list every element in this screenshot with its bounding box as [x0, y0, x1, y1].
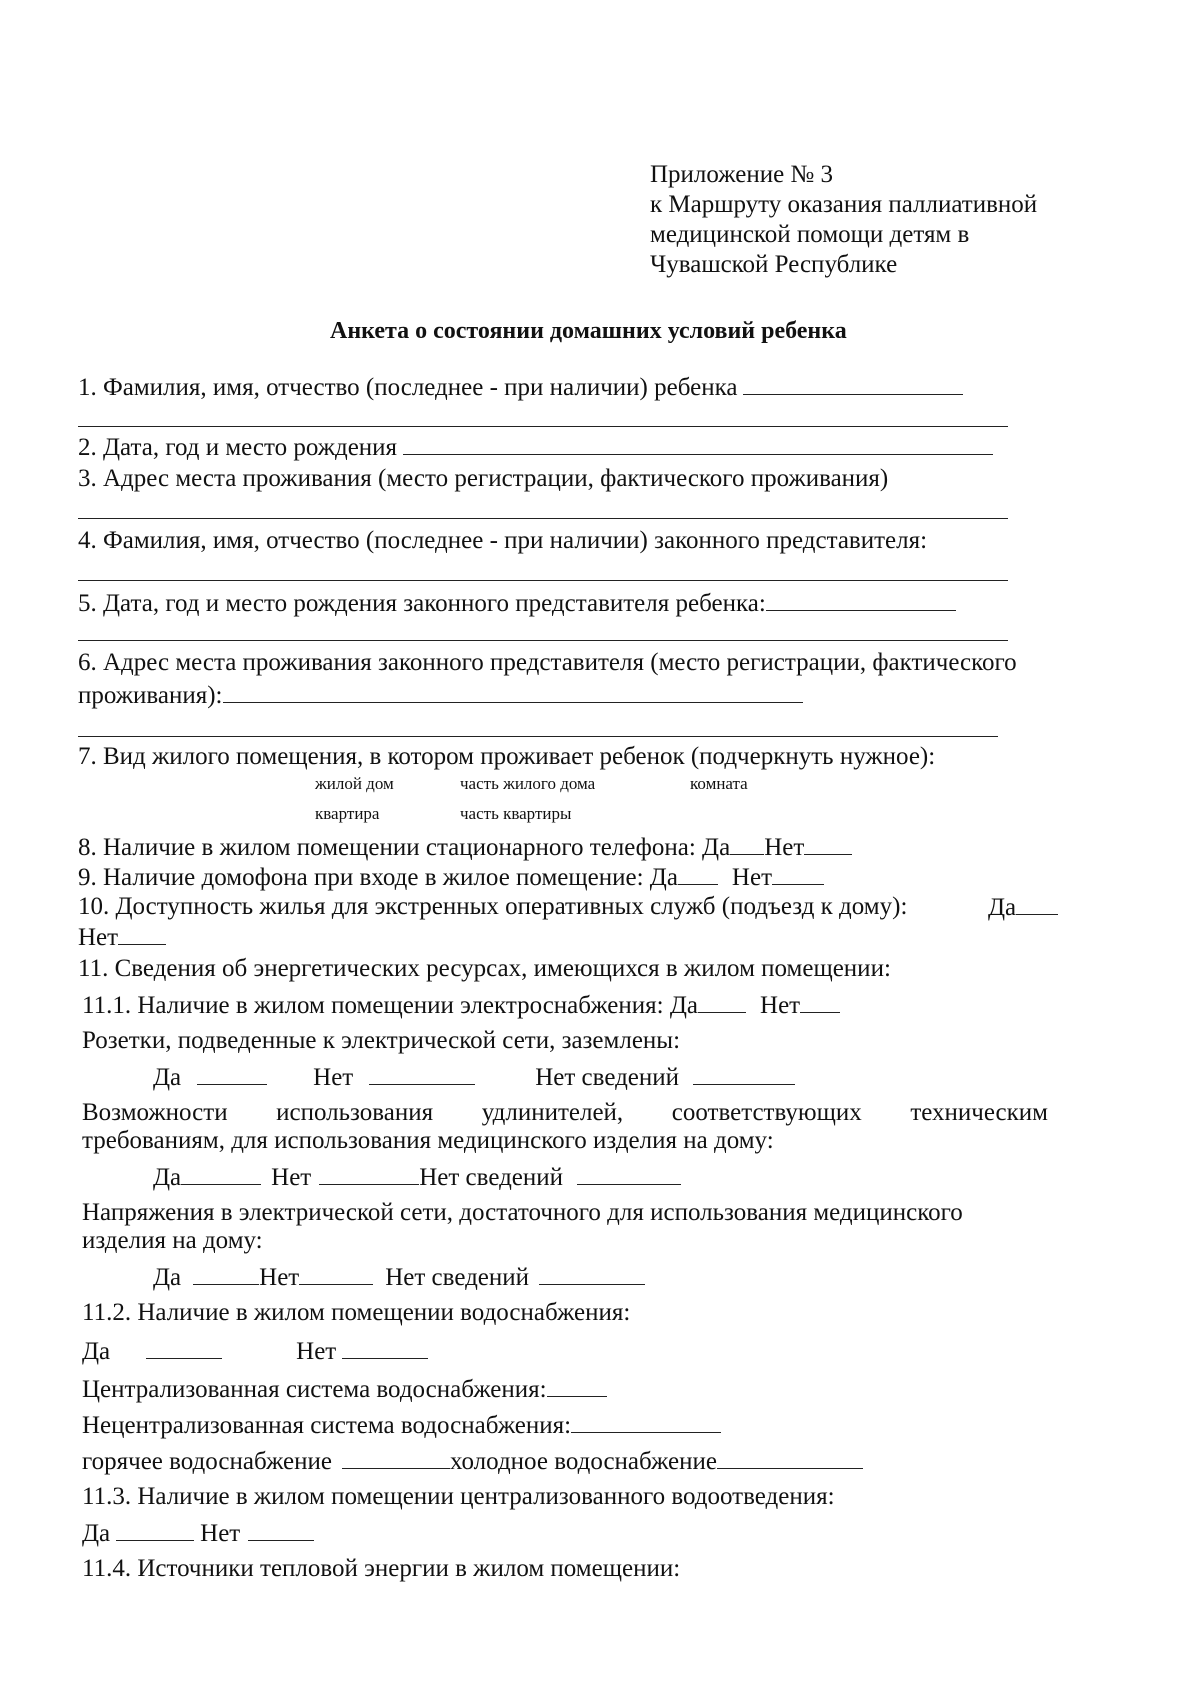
water-noncentral — [82, 1410, 727, 1441]
sockets-yes-field[interactable] — [197, 1062, 267, 1085]
question-1-text: 1. Фамилия, имя, отчество (последнее - при наличии) ребенка — [78, 374, 738, 401]
extension-yes-label: Да — [153, 1164, 182, 1191]
sewage-yes-label: Да — [82, 1520, 111, 1547]
voltage-yes-field[interactable] — [193, 1262, 259, 1285]
voltage-no-field[interactable] — [299, 1262, 373, 1285]
question-6-line-2-text: проживания): — [78, 682, 223, 709]
water-no-label: Нет — [296, 1338, 337, 1365]
water-central-text: Централизованная система водоснабжения: — [82, 1376, 547, 1403]
sockets-no-field[interactable] — [369, 1062, 475, 1085]
question-9-text: 9. Наличие домофона при входе в жилое помещение: Да — [78, 864, 678, 891]
housing-option-part-house[interactable]: часть жилого дома — [460, 774, 596, 793]
extension-word-4: соответствующих — [671, 1099, 862, 1126]
water-options — [82, 1336, 434, 1367]
water-cold-text: холодное водоснабжение — [449, 1448, 718, 1475]
extension-word-5: техническим — [910, 1099, 1048, 1126]
question-11-1-no-label: Нет — [760, 992, 801, 1019]
question-8 — [78, 832, 858, 863]
housing-option-house[interactable]: жилой дом — [315, 774, 394, 793]
voltage-unknown-field[interactable] — [539, 1262, 645, 1285]
question-8-text: 8. Наличие в жилом помещении стационарного телефона: Да — [78, 834, 731, 861]
sewage-no-field[interactable] — [248, 1518, 314, 1541]
emergency-access-no-field[interactable] — [118, 922, 166, 945]
voltage-no-label: Нет — [259, 1264, 300, 1291]
question-11-1-text: 11.1. Наличие в жилом помещении электроснабжения: Да — [82, 992, 699, 1019]
water-hot-text: горячее водоснабжение — [82, 1448, 332, 1475]
question-10-no-label: Нет — [78, 924, 119, 951]
water-noncentral-text: Нецентрализованная система водоснабжения: — [82, 1412, 572, 1439]
child-name-field[interactable] — [743, 372, 963, 395]
appendix-line-3: медицинской помощи детям в — [650, 221, 970, 248]
question-11-1 — [82, 990, 846, 1021]
sockets-text: Розетки, подведенные к электрической сети, заземлены: — [82, 1027, 681, 1054]
sockets-unknown-field[interactable] — [693, 1062, 795, 1085]
extension-word-3: удлинителей, — [481, 1099, 624, 1126]
question-2 — [78, 432, 999, 463]
question-11-4-text: 11.4. Источники тепловой энергии в жилом помещении: — [82, 1555, 681, 1582]
water-no-field[interactable] — [342, 1336, 428, 1359]
housing-option-flat[interactable]: квартира — [315, 804, 380, 823]
sockets-no-label: Нет — [313, 1064, 354, 1091]
water-yes-field[interactable] — [146, 1336, 222, 1359]
extension-unknown-label: Нет сведений — [419, 1164, 564, 1191]
electricity-no-field[interactable] — [800, 990, 840, 1013]
extension-word-2: использования — [276, 1099, 434, 1126]
sockets-unknown-label: Нет сведений — [535, 1064, 680, 1091]
child-address-field[interactable] — [78, 518, 1008, 519]
sockets-options — [153, 1062, 801, 1093]
water-noncentral-field[interactable] — [571, 1410, 721, 1433]
guardian-address-field[interactable] — [223, 680, 803, 703]
water-yes-label: Да — [82, 1338, 111, 1365]
water-central — [82, 1374, 613, 1405]
water-cold-field[interactable] — [717, 1446, 863, 1469]
form-title: Анкета о состоянии домашних условий ребенка — [330, 318, 847, 344]
question-11-3-text: 11.3. Наличие в жилом помещении централизованного водоотведения: — [82, 1483, 835, 1510]
guardian-birth-field-line-2[interactable] — [78, 640, 1008, 641]
question-10-text: 10. Доступность жилья для экстренных оперативных служб (подъезд к дому): — [78, 893, 908, 920]
question-10-yes — [988, 892, 1064, 923]
guardian-address-field-line-2[interactable] — [78, 736, 998, 737]
question-9 — [78, 862, 830, 893]
extension-unknown-field[interactable] — [577, 1162, 681, 1185]
child-birth-field[interactable] — [403, 432, 993, 455]
extension-yes-field[interactable] — [181, 1162, 261, 1185]
water-central-field[interactable] — [547, 1374, 607, 1397]
question-1 — [78, 372, 969, 403]
sewage-no-label: Нет — [200, 1520, 241, 1547]
voltage-options — [153, 1262, 651, 1293]
voltage-yes-label: Да — [153, 1264, 182, 1291]
intercom-yes-field[interactable] — [678, 862, 718, 885]
question-2-text: 2. Дата, год и место рождения — [78, 434, 398, 461]
housing-option-part-flat[interactable]: часть квартиры — [460, 804, 572, 823]
question-6-line-1: 6. Адрес места проживания законного представителя (место регистрации, фактического — [78, 649, 1017, 676]
extension-no-field[interactable] — [319, 1162, 419, 1185]
sockets-yes-label: Да — [153, 1064, 182, 1091]
question-4-text: 4. Фамилия, имя, отчество (последнее - при наличии) законного представителя: — [78, 527, 928, 554]
appendix-line-1: Приложение № 3 — [650, 161, 834, 188]
water-hot-cold — [82, 1446, 869, 1477]
question-7-text: 7. Вид жилого помещения, в котором проживает ребенок (подчеркнуть нужное): — [78, 743, 936, 770]
question-5-text: 5. Дата, год и место рождения законного представителя ребенка: — [78, 590, 766, 617]
voltage-line-2: изделия на дому: — [82, 1227, 263, 1254]
electricity-yes-field[interactable] — [698, 990, 746, 1013]
voltage-line-1: Напряжения в электрической сети, достаточного для использования медицинского — [82, 1199, 963, 1226]
question-6-line-2 — [78, 680, 809, 711]
sewage-yes-field[interactable] — [116, 1518, 194, 1541]
guardian-name-field[interactable] — [78, 580, 1008, 581]
appendix-line-4: Чувашской Республике — [650, 251, 898, 278]
phone-yes-field[interactable] — [730, 832, 764, 855]
guardian-birth-field[interactable] — [766, 588, 956, 611]
sewage-options — [82, 1518, 320, 1549]
extension-line-1 — [82, 1098, 1048, 1128]
appendix-line-2: к Маршруту оказания паллиативной — [650, 191, 1038, 218]
child-name-field-line-2[interactable] — [78, 426, 1008, 427]
question-3-text: 3. Адрес места проживания (место регистрации, фактического проживания) — [78, 465, 889, 492]
emergency-access-yes-field[interactable] — [1016, 892, 1058, 915]
question-10-no — [78, 922, 172, 953]
question-11-text: 11. Сведения об энергетических ресурсах, имеющихся в жилом помещении: — [78, 955, 891, 982]
question-11-2-text: 11.2. Наличие в жилом помещении водоснабжения: — [82, 1299, 631, 1326]
extension-word-1: Возможности — [82, 1099, 228, 1126]
phone-no-field[interactable] — [804, 832, 852, 855]
question-8-no-label: Нет — [764, 834, 805, 861]
voltage-unknown-label: Нет сведений — [385, 1264, 530, 1291]
extension-line-2: требованиям, для использования медицинского изделия на дому: — [82, 1127, 774, 1154]
extension-options — [153, 1162, 687, 1193]
question-9-no-label: Нет — [731, 864, 772, 891]
housing-option-room[interactable]: комната — [690, 774, 748, 793]
intercom-no-field[interactable] — [772, 862, 824, 885]
water-hot-field[interactable] — [342, 1446, 450, 1469]
question-5 — [78, 588, 962, 619]
extension-no-label: Нет — [271, 1164, 312, 1191]
question-10-yes-label: Да — [988, 894, 1017, 921]
